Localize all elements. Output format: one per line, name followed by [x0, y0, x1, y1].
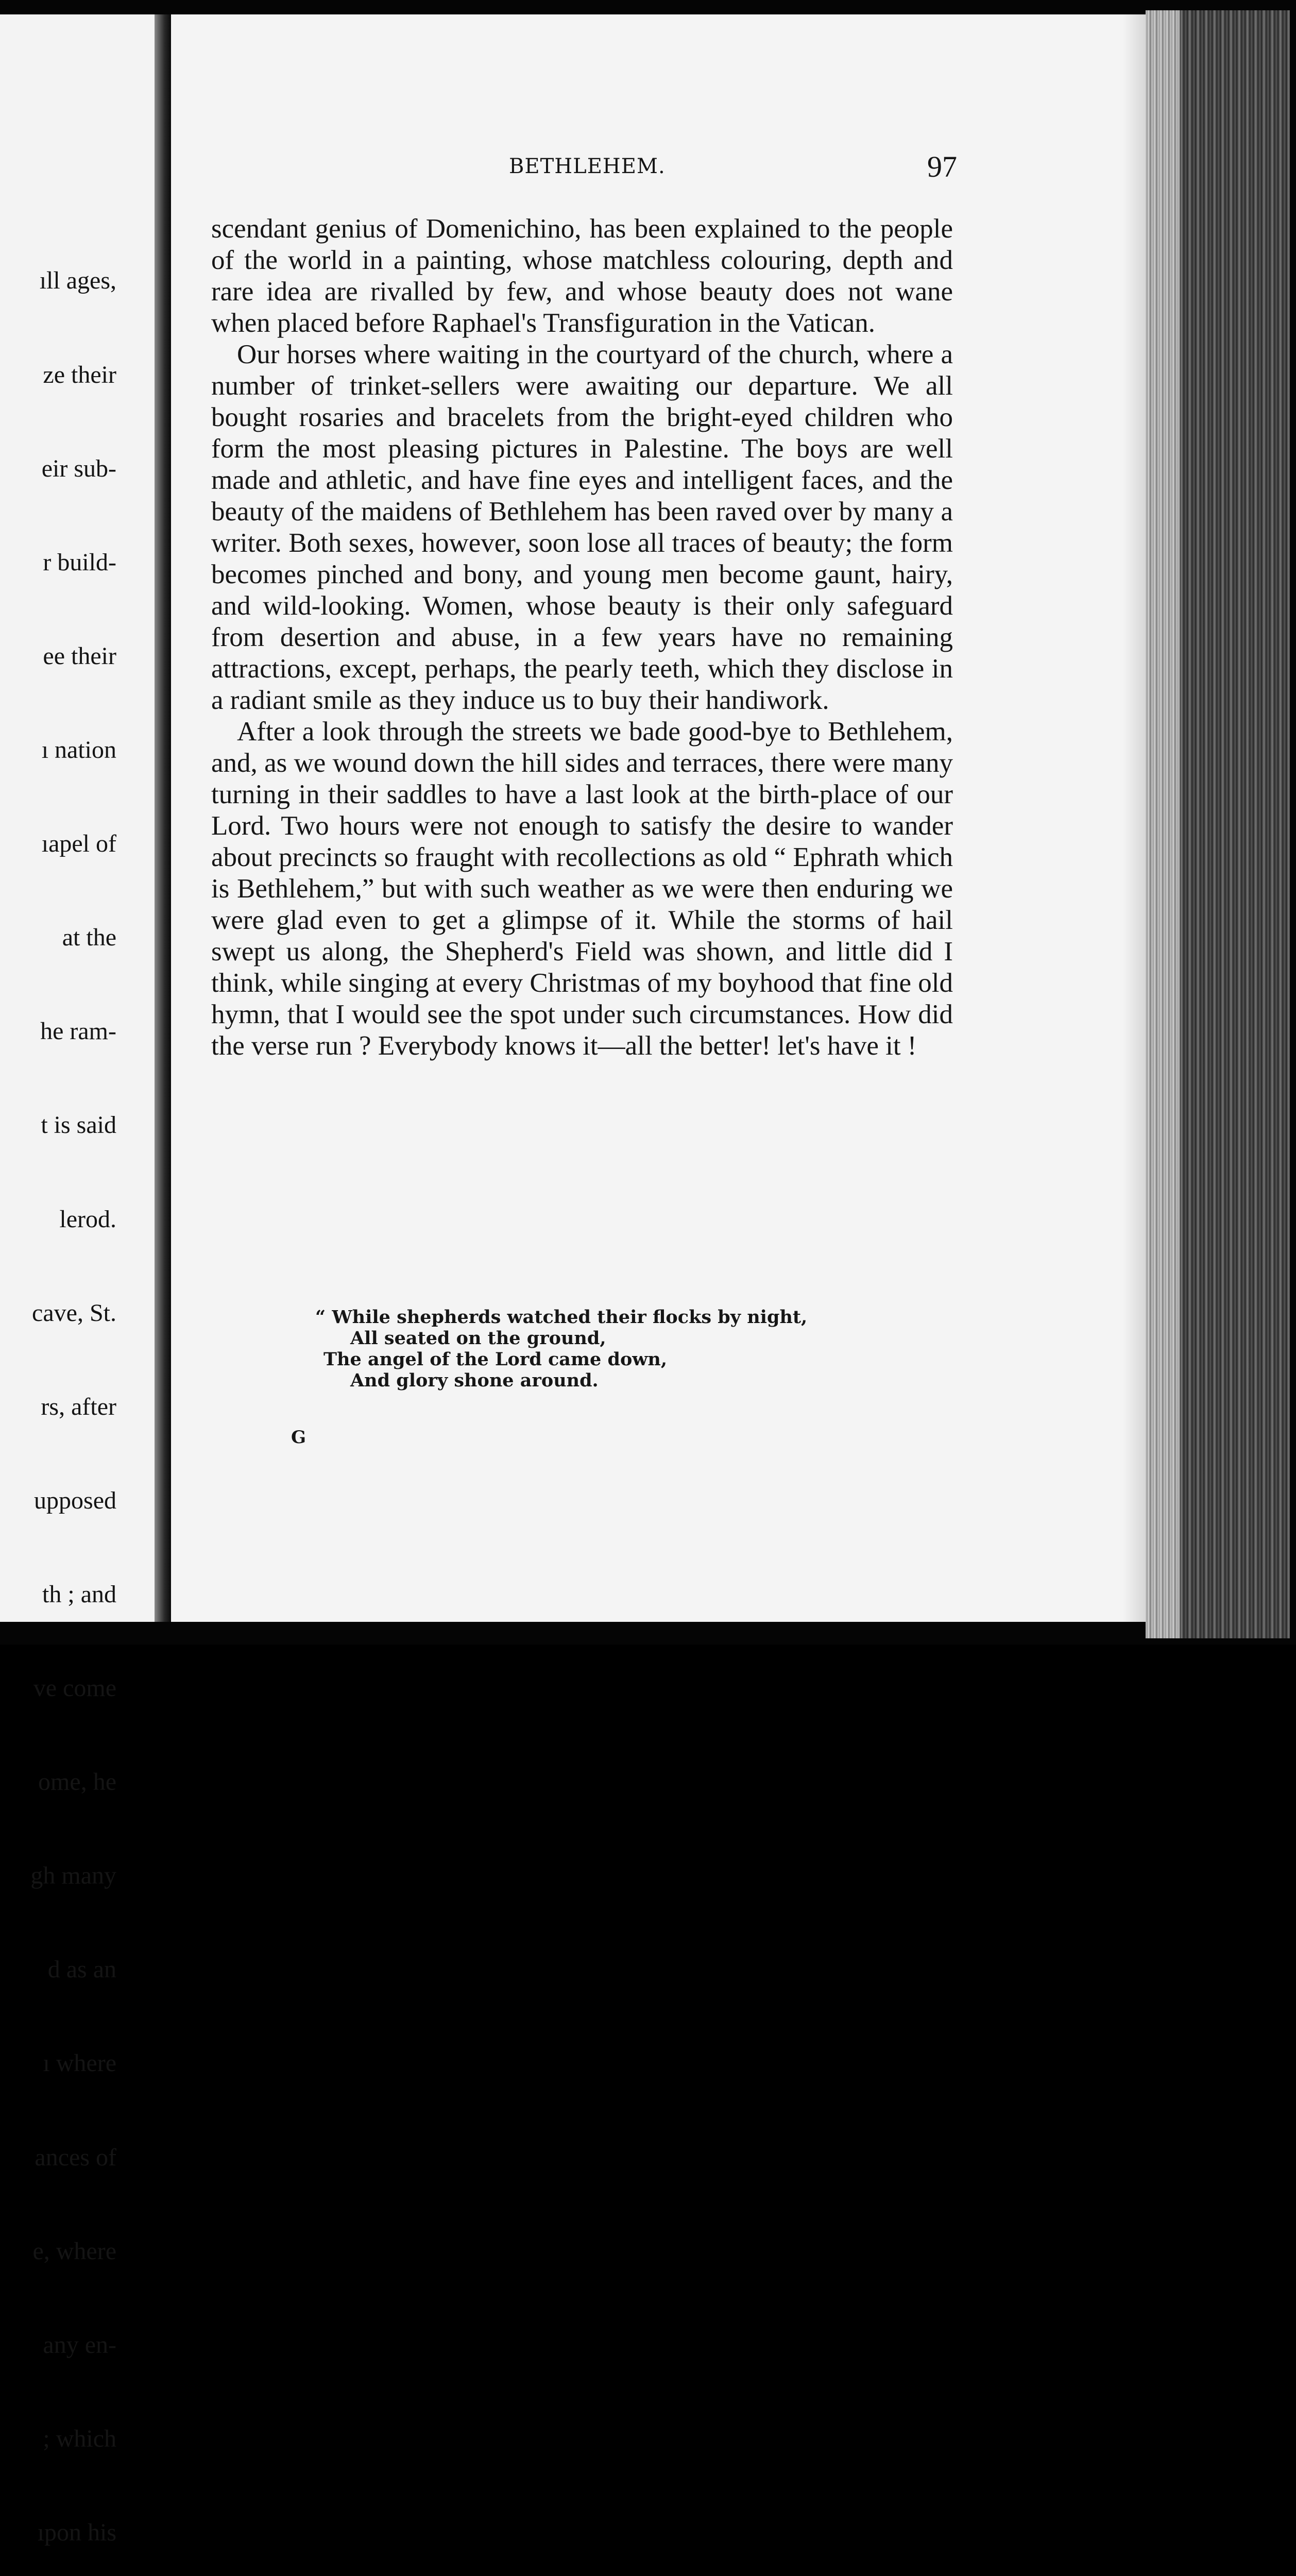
left-line: rs, after [41, 1393, 116, 1420]
book-gutter [155, 14, 171, 1622]
left-line: ıapel of [41, 830, 116, 858]
signature-mark: G [291, 1427, 306, 1448]
verse-line: The angel of the Lord came down, [323, 1349, 668, 1370]
left-line: ve come [33, 1674, 116, 1702]
left-line: gh many [30, 1862, 116, 1890]
left-line: at the [62, 924, 116, 952]
left-line: d as an [47, 1956, 116, 1984]
previous-page-fragment [0, 14, 155, 2547]
book-fore-edge [1180, 10, 1290, 1638]
body-text [211, 213, 953, 1062]
left-line: t is said [41, 1111, 116, 1139]
left-line: he ram- [40, 1018, 116, 1045]
left-line: ome, he [38, 1768, 116, 1796]
left-line: ee their [43, 642, 116, 670]
paragraph: scendant genius of Domenichino, has been explained to the people of the world in a painting, whose matchless colouring, depth and rare idea are rivalled by few, and whose beauty does not wane when placed before Raphael's Transfiguration in the Vatican. [211, 214, 953, 338]
left-line: e, where [32, 2237, 116, 2265]
paragraph: Our horses where waiting in the courtyard of the church, where a number of trinket-sellers were awaiting our departure. We all bought rosaries and bracelets from the bright-eyed children who form the most pleasing pictures in Palestine. The boys are well made and athletic, and have fine eyes and intelligent faces, and the beauty of the maidens of Bethlehem has been raved over by many a writer. Both sexes, however, soon lose all traces of beauty; the form becomes pinched and bony, and young men become gaunt, hairy, and wild-looking. Women, whose beauty is their only safeguard from desertion and abuse, in a few years have no remaining attractions, except, perhaps, the pearly teeth, which they disclose in a radiant smile as they induce us to buy their handiwork. [211, 340, 953, 715]
running-head: BETHLEHEM. [509, 155, 666, 178]
verse-line: All seated on the ground, [350, 1328, 606, 1349]
verse-line: And glory shone around. [350, 1370, 599, 1391]
left-line: upposed [34, 1486, 116, 1514]
page-shadow [1123, 14, 1146, 1622]
hymn-verse [315, 1307, 808, 1391]
previous-page-text [26, 203, 116, 2576]
left-line: ıpon his [37, 2519, 116, 2547]
verse-line: “ While shepherds watched their flocks by night, [315, 1307, 808, 1328]
left-line: ze their [43, 361, 116, 388]
left-line: ıll ages, [39, 267, 116, 295]
paragraph: After a look through the streets we bade good-bye to Bethlehem, and, as we wound down the hill sides and terraces, there were many turning in their saddles to have a last look at the birth-place of our Lord. Two hours were not enough to satisfy the desire to wander about precincts so fraught with recollections as old “ Ephrath which is Bethlehem,” but with such weather as we were then enduring we were glad even to get a glimpse of it. While the storms of hail swept us along, the Shepherd's Field was shown, and little did I think, while singing at every Christmas of my boyhood that fine old hymn, that I would see the spot under such circumstances. How did the verse run ? Everybody knows it—all the better! let's have it ! [211, 717, 953, 1061]
left-line: lerod. [59, 1205, 116, 1233]
left-line: cave, St. [32, 1299, 116, 1327]
left-line: ; which [43, 2425, 116, 2452]
left-line: ı nation [41, 736, 116, 764]
left-line: th ; and [42, 1580, 116, 1608]
left-line: ı where [43, 2049, 116, 2077]
left-line: any en- [43, 2331, 116, 2359]
left-line: ances of [35, 2143, 116, 2171]
left-line: eir sub- [41, 454, 116, 482]
left-line: r build- [43, 548, 116, 576]
page-number: 97 [927, 150, 957, 183]
